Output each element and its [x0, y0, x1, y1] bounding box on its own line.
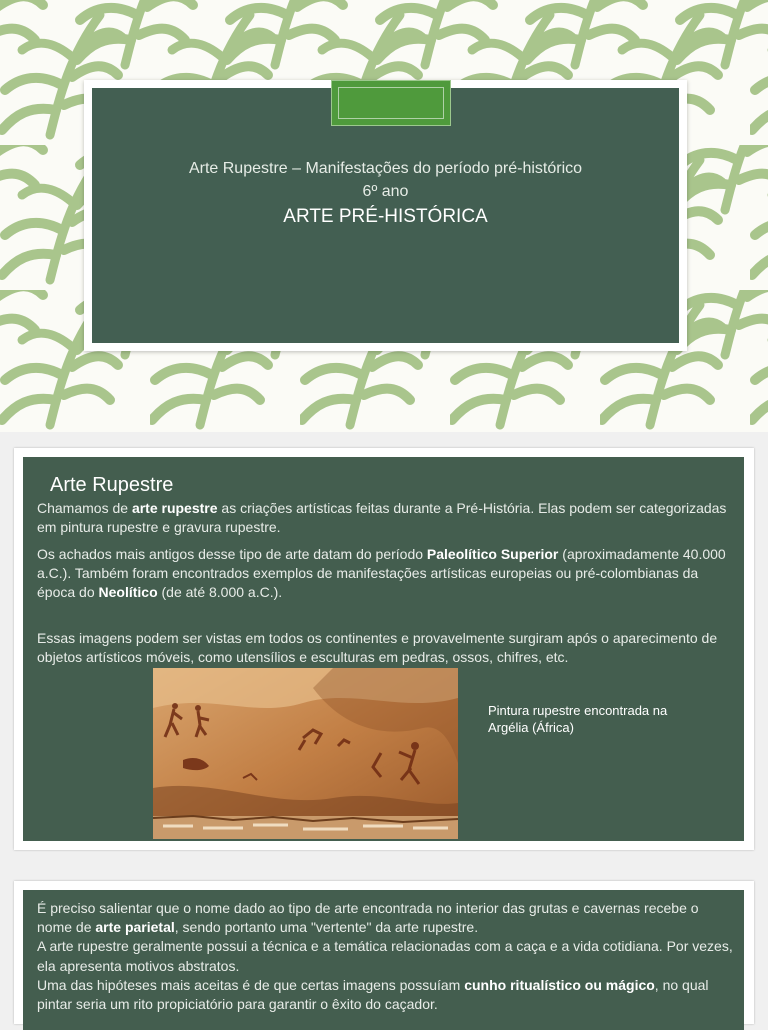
bold-term: cunho ritualístico ou mágico	[464, 976, 655, 993]
paragraph-definition	[37, 499, 727, 537]
text-run: Os achados mais antigos desse tipo de arte datam do período	[37, 546, 427, 562]
text-run: as criações artísticas feitas durante a Pré-História. Elas podem ser categorizadas em pintura rupestre e gravura rupestre.	[37, 500, 727, 535]
content-slide-arte-parietal	[14, 881, 754, 1024]
title-card	[84, 80, 687, 351]
content-panel	[23, 890, 744, 1030]
bold-term: Paleolítico Superior	[426, 546, 559, 562]
bold-term: arte rupestre	[131, 500, 218, 516]
text-run: (aproximadamente 40.000 a.C.). Também foram encontrados exemplos de manifestações artísticas europeias ou pré-colombianas da época do	[37, 546, 726, 600]
section-heading: Arte Rupestre	[50, 474, 174, 496]
text-run: Chamamos de	[37, 500, 132, 516]
cave-painting-image	[153, 668, 458, 839]
paragraph-distribution: Essas imagens podem ser vistas em todos os continentes e provavelmente surgiram após o aparecimento de objetos artísticos móveis, como utensílios e esculturas em pedras, ossos, chifres, etc.	[37, 630, 718, 665]
slide-title: ARTE PRÉ-HISTÓRICA	[283, 206, 488, 227]
grade-label: 6º ano	[362, 183, 409, 200]
text-run: (de até 8.000 a.C.).	[157, 584, 283, 600]
content-panel	[23, 457, 744, 841]
title-panel	[92, 88, 679, 343]
paragraph-dating	[37, 545, 727, 602]
text-run: Uma das hipóteses mais aceitas é de que certas imagens possuíam	[37, 976, 465, 993]
slide-subtitle: Arte Rupestre – Manifestações do período pré-histórico	[188, 160, 583, 177]
text-run: , no qual pintar seria um rito propiciatório para garantir o êxito do caçador.	[37, 976, 709, 1013]
title-slide	[0, 0, 768, 432]
bold-term: Neolítico	[98, 584, 158, 600]
title-tab-decoration	[331, 80, 451, 126]
text-run: É preciso salientar que o nome dado ao tipo de arte encontrada no interior das grutas e cavernas recebe o nome de	[37, 900, 699, 936]
text-run: , sendo portanto uma "vertente" da arte rupestre.	[174, 919, 479, 936]
content-slide-arte-rupestre	[14, 448, 754, 850]
paragraph-parietal	[37, 899, 737, 1014]
text-run: A arte rupestre geralmente possui a técnica e a temática relacionadas com a caça e a vida cotidiana. Por vezes, ela apresenta motivos abstratos.	[37, 938, 733, 974]
bold-term: arte parietal	[95, 919, 175, 936]
image-caption: Pintura rupestre encontrada na Argélia (África)	[488, 703, 668, 735]
